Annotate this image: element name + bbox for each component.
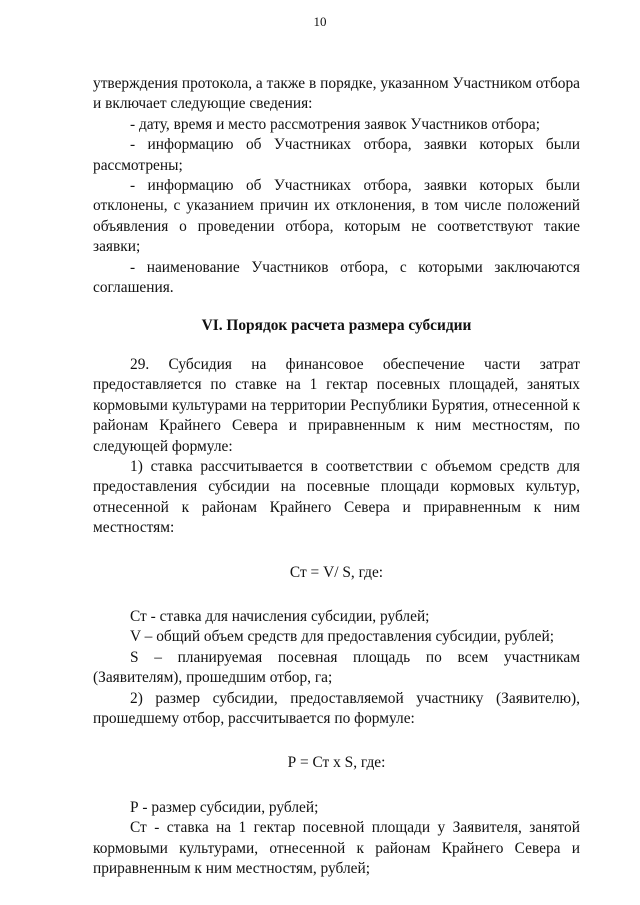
definition-item: Р - размер субсидии, рублей; [130, 798, 319, 816]
definition-item: V – общий объем средств для предоставления субсидии, рублей; [130, 628, 555, 646]
list-item: - информацию об Участниках отбора, заявки которых были отклонены, с указанием причин их отклонения, в том числе положений объявления о проведении отбора, которым не соответствуют такие заявки; [93, 177, 580, 256]
definition-item: Ст - ставка для начисления субсидии, рублей; [130, 607, 430, 625]
formula-rate: Ст = V/ S, где: [289, 563, 384, 581]
paragraph-29: 29. Субсидия на финансовое обеспечение части затрат предоставляется по ставке на 1 гектар посевных площадей, занятых кормовыми культурами на территории Республики Бурятия, отнесенной к районам Крайнего Севера и приравненным к ним местностям, по следующей формуле: [93, 355, 580, 455]
paragraph-size: 2) размер субсидии, предоставляемой участнику (Заявителю), прошедшему отбор, рассчитывается по формуле: [93, 689, 580, 727]
definition-item: S – планируемая посевная площадь по всем участникам (Заявителям), прошедшим отбор, га; [93, 648, 580, 687]
list-item: - дату, время и место рассмотрения заявок Участников отбора; [130, 115, 540, 133]
section-heading: VI. Порядок расчета размера субсидии [201, 317, 472, 335]
list-item: - наименование Участников отбора, с которыми заключаются соглашения. [93, 258, 580, 297]
document-body [93, 74, 580, 879]
list-item: - информацию об Участниках отбора, заявки которых были рассмотрены; [93, 136, 580, 174]
paragraph-rate: 1) ставка рассчитывается в соответствии с объемом средств для предоставления субсидии на посевные площади кормовых культур, отнесенной к районам Крайнего Севера и приравненным к ним местностям: [93, 457, 580, 537]
definition-item: Ст - ставка на 1 гектар посевной площади у Заявителя, занятой кормовыми культурами, отнесенной к районам Крайнего Севера и приравненным к ним местностям, рублей; [93, 819, 580, 877]
formula-size: Р = Ст х S, где: [287, 754, 386, 772]
paragraph-protocol: утверждения протокола, а также в порядке, указанном Участником отбора и включает следующие сведения: [93, 75, 580, 113]
page-number: 10 [313, 14, 327, 29]
